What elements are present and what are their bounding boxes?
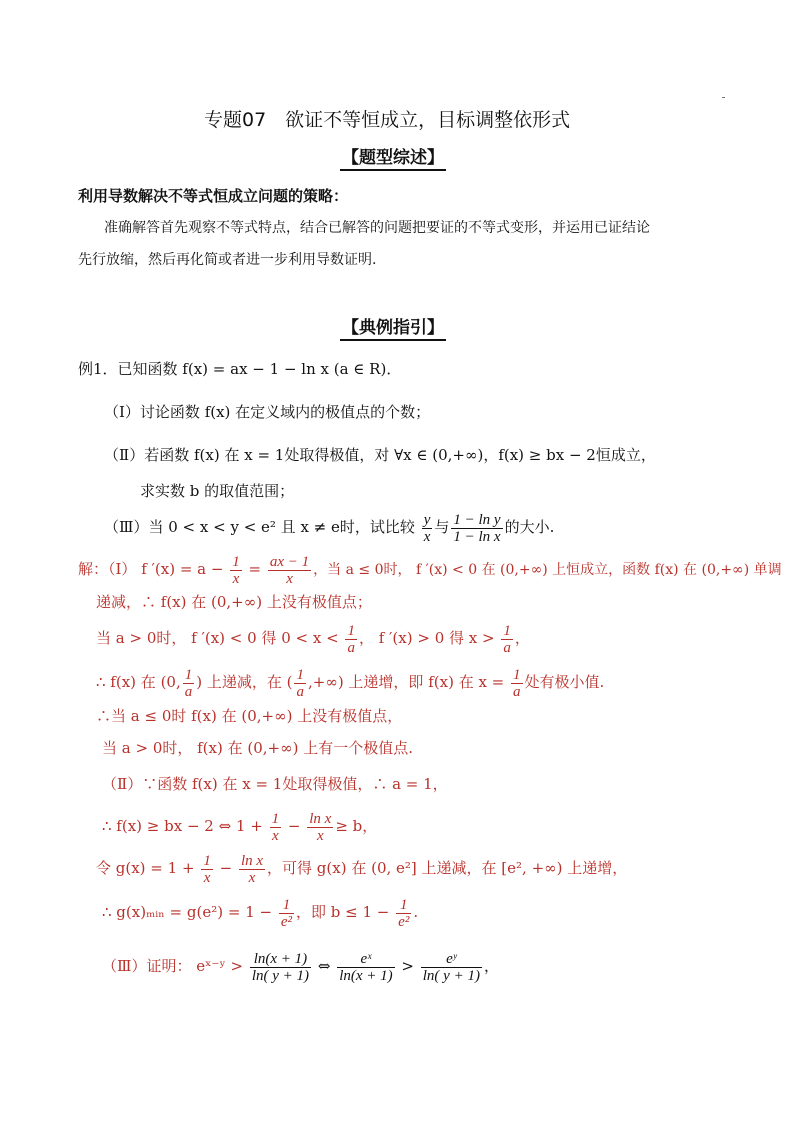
s8-text-a: ∴ f(x) ≥ bx − 2 ⇔ 1 + — [102, 817, 263, 835]
s11-text-b: ⇔ — [317, 957, 331, 975]
s1-f2-num: ax − 1 — [269, 553, 310, 570]
s10-text-b: ，即 b ≤ 1 − — [296, 903, 390, 921]
s3-text-c: ， — [514, 629, 530, 647]
s4-fraction-2 — [294, 667, 306, 700]
s3-f2-den: a — [503, 639, 511, 656]
s11-f3-num: eʸ — [421, 951, 482, 968]
s4-f2-den: a — [296, 683, 304, 700]
strategy-text-1: 准确解答首先观察不等式特点，结合已解答的问题把要证的不等式变形，并运用已证结论 — [104, 220, 650, 236]
s9-f2-num: ln x — [240, 852, 264, 869]
s11-f1-num: ln(x + 1) — [250, 951, 311, 968]
s11-f2-num: eˣ — [337, 951, 394, 968]
question-part-3 — [104, 510, 554, 545]
s4-f3-num: 1 — [513, 666, 521, 683]
s9-text-c: ，可得 g(x) 在 (0, e²] 上递减，在 [e², +∞) 上递增， — [267, 859, 628, 877]
s9-text-a: 令 g(x) = 1 + — [96, 859, 195, 877]
s3-fraction-2 — [501, 623, 513, 656]
question-part-2b: 求实数 b 的取值范围； — [140, 482, 295, 500]
solution-line-4 — [96, 664, 604, 700]
s11-fraction-2 — [337, 951, 394, 984]
s1-fraction-1 — [230, 554, 242, 587]
s4-text-b: ) 上递减，在 ( — [196, 673, 293, 691]
s9-text-b: − — [219, 859, 233, 877]
s11-text-a: （Ⅲ）证明： eˣ⁻ʸ > — [102, 957, 244, 975]
s3-f1-num: 1 — [347, 622, 355, 639]
s9-fraction-1 — [201, 853, 213, 886]
solution-line-3 — [96, 620, 530, 656]
s3-text-b: ， f ′(x) > 0 得 x > — [358, 629, 495, 647]
strategy-text-2: 先行放缩，然后再化简或者进一步利用导数证明. — [78, 252, 377, 268]
overview-heading: 【题型综述】 — [340, 148, 446, 171]
q3-frac2-num: 1 − ln y — [453, 511, 501, 528]
q3-fraction-log — [451, 512, 502, 545]
q3-fraction-y-over-x — [422, 512, 433, 545]
solution-line-1 — [78, 552, 782, 587]
s1-fraction-2 — [268, 554, 311, 587]
s4-fraction-1 — [183, 667, 195, 700]
s10-text-c: . — [413, 903, 419, 921]
s4-text-a: ∴ f(x) 在 (0, — [96, 673, 181, 691]
s11-fraction-3 — [421, 951, 482, 984]
solution-line-7: （Ⅱ）∵函数 f(x) 在 x = 1处取得极值，∴ a = 1， — [102, 775, 448, 793]
s8-text-b: − — [287, 817, 301, 835]
q3-text-mid: 与 — [434, 518, 450, 536]
solution-line-5: ∴当 a ≤ 0时 f(x) 在 (0,+∞) 上没有极值点， — [96, 707, 403, 725]
s8-fraction-1 — [270, 811, 282, 844]
s1-text-b: = — [248, 560, 262, 578]
s8-fraction-2 — [307, 811, 333, 844]
q3-frac2-den: 1 − ln x — [453, 528, 501, 545]
s11-f1-den: ln( y + 1) — [251, 967, 310, 984]
s1-f2-den: x — [286, 570, 293, 587]
s11-f3-den: ln( y + 1) — [422, 967, 480, 984]
question-intro: 例1．已知函数 f(x) = ax − 1 − ln x (a ∈ R)． — [78, 360, 402, 378]
s11-fraction-1 — [250, 951, 311, 984]
q3-frac1-num: y — [423, 511, 431, 528]
corner-mark — [722, 97, 725, 98]
s10-f1-num: 1 — [279, 897, 294, 914]
s1-text-c: ，当 a ≤ 0时， f ′(x) < 0 在 (0,+∞) 上恒成立，函数 f(x) 在 (0,+∞) 单调 — [313, 562, 782, 578]
page-title: 专题07 欲证不等恒成立，目标调整依形式 — [204, 109, 571, 131]
s8-f2-num: ln x — [309, 810, 332, 827]
s1-text-a: 解：（Ⅰ） f ′(x) = a − — [78, 560, 224, 578]
s10-f1-den: e² — [280, 913, 293, 930]
s4-f1-den: a — [184, 683, 193, 700]
s10-text-a: ∴ g(x)ₘᵢₙ = g(e²) = 1 − — [102, 903, 273, 921]
s8-f1-den: x — [272, 827, 279, 844]
s11-f2-den: ln(x + 1) — [339, 967, 393, 984]
s8-text-c: ≥ b， — [335, 817, 378, 835]
s10-fraction-1 — [279, 897, 294, 930]
s10-fraction-2 — [396, 897, 411, 930]
q3-text-post: 的大小. — [504, 518, 555, 536]
solution-line-6: 当 a > 0时， f(x) 在 (0,+∞) 上有一个极值点. — [102, 739, 413, 757]
solution-line-2: 递减，∴ f(x) 在 (0,+∞) 上没有极值点； — [96, 593, 372, 611]
s9-f1-num: 1 — [203, 852, 211, 869]
s4-text-c: ,+∞) 上递增，即 f(x) 在 x = — [307, 673, 505, 691]
solution-line-11 — [102, 946, 499, 986]
example-heading: 【典例指引】 — [340, 318, 446, 341]
s8-f1-num: 1 — [271, 810, 280, 827]
s4-text-d: 处有极小值. — [524, 673, 605, 691]
s3-f2-num: 1 — [503, 622, 511, 639]
s3-fraction-1 — [345, 623, 357, 656]
s1-f1-num: 1 — [232, 553, 240, 570]
s9-f1-den: x — [203, 869, 211, 886]
s3-text-a: 当 a > 0时， f ′(x) < 0 得 0 < x < — [96, 629, 339, 647]
s9-f2-den: x — [248, 869, 256, 886]
s10-f2-den: e² — [398, 913, 410, 930]
s11-text-d: ， — [483, 957, 499, 975]
s4-f1-num: 1 — [184, 666, 193, 683]
s8-f2-den: x — [316, 827, 324, 844]
question-part-1: （Ⅰ）讨论函数 f(x) 在定义域内的极值点的个数； — [104, 403, 431, 421]
s4-f2-num: 1 — [296, 666, 304, 683]
s1-f1-den: x — [232, 570, 240, 587]
s9-fraction-2 — [239, 853, 265, 886]
strategy-heading: 利用导数解决不等式恒成立问题的策略： — [78, 187, 349, 205]
s3-f1-den: a — [347, 639, 355, 656]
q3-frac1-den: x — [423, 528, 431, 545]
s4-f3-den: a — [513, 683, 521, 700]
solution-line-10 — [102, 894, 418, 930]
s11-text-c: > — [401, 957, 414, 975]
s4-fraction-3 — [511, 667, 523, 700]
q3-text-pre: （Ⅲ）当 0 < x < y < e² 且 x ≠ e时，试比较 — [104, 518, 415, 536]
question-part-2: （Ⅱ）若函数 f(x) 在 x = 1处取得极值，对 ∀x ∈ (0,+∞)，f(x) ≥ bx − 2恒成立， — [104, 446, 656, 464]
s10-f2-num: 1 — [396, 897, 411, 914]
solution-line-9 — [96, 850, 627, 886]
solution-line-8 — [102, 808, 377, 844]
